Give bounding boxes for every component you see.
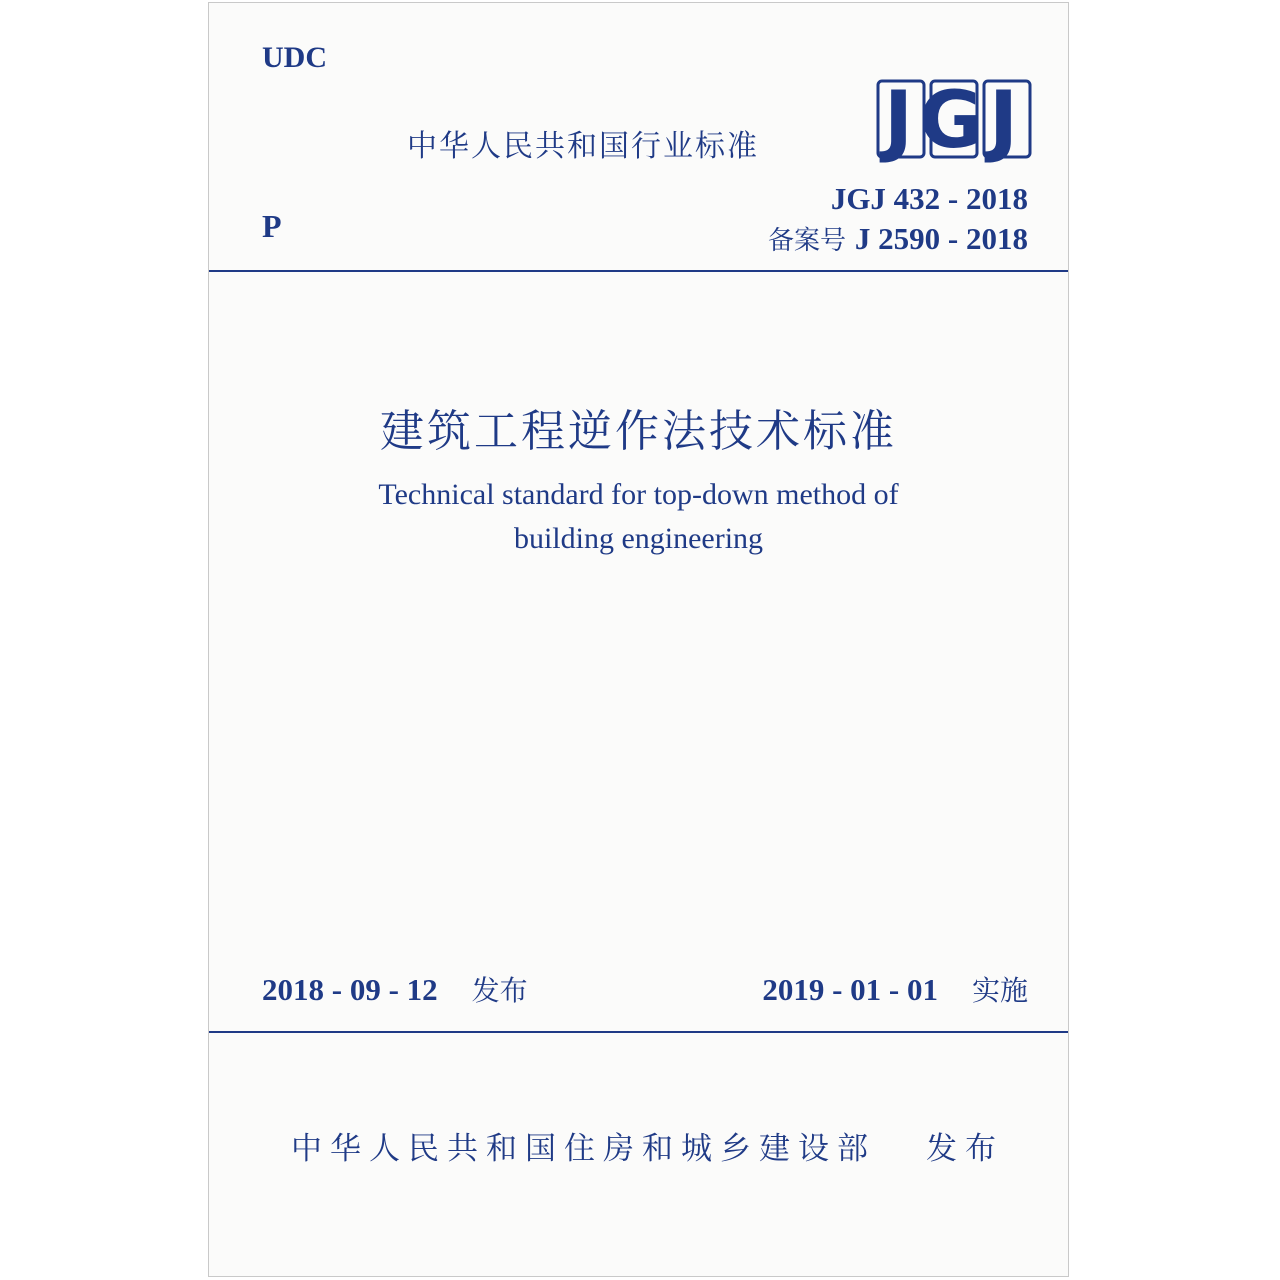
record-label: 备案号: [768, 226, 847, 256]
bottom-divider: [209, 1031, 1068, 1033]
english-title-line-1: Technical standard for top-down method of: [378, 478, 899, 511]
english-title: [209, 473, 1068, 561]
publish-date: 2018 - 09 - 12: [262, 972, 438, 1007]
publish-label: 发布: [471, 974, 528, 1007]
publish-date-block: [262, 969, 528, 1009]
effective-date-block: [762, 969, 1028, 1009]
issue-action: 发布: [926, 1131, 1004, 1167]
category-code: P: [262, 208, 282, 244]
industry-standard-label: 中华人民共和国行业标准: [407, 129, 759, 164]
top-divider: [209, 270, 1068, 272]
record-number: [768, 220, 1028, 257]
english-title-line-2: building engineering: [513, 522, 764, 555]
record-value: J 2590 - 2018: [854, 221, 1028, 256]
jgj-logo: [874, 75, 1034, 163]
cover-page: [208, 2, 1069, 1277]
issuing-ministry: 中华人民共和国住房和城乡建设部: [291, 1131, 876, 1167]
jgj-logo-text: JGJ: [883, 76, 1025, 163]
effective-date: 2019 - 01 - 01: [762, 972, 938, 1007]
udc-label: UDC: [262, 41, 327, 74]
chinese-title: 建筑工程逆作法技术标准: [380, 406, 897, 457]
effective-label: 实施: [971, 974, 1028, 1007]
standard-number: JGJ 432 - 2018: [830, 181, 1028, 216]
